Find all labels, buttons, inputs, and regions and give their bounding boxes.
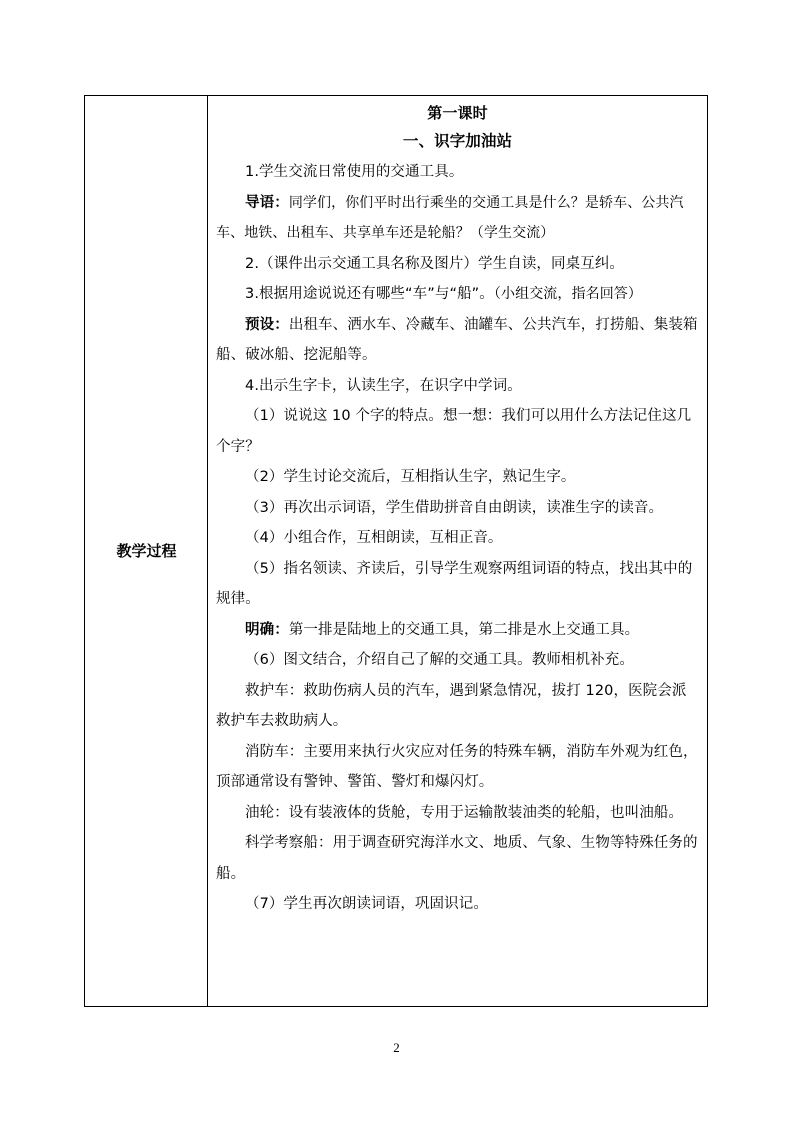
lesson-title: 第一课时 <box>427 104 488 122</box>
ambulance-paragraph: 救护车：救助伤病人员的汽车，遇到紧急情况，拔打 120，医院会派救护车去救助病人。 <box>216 682 687 729</box>
page-number: 2 <box>393 1040 400 1055</box>
intro-paragraph <box>216 188 699 249</box>
intro-label: 导语： <box>245 194 289 211</box>
clarify-label: 明确： <box>245 621 289 638</box>
firetruck-paragraph: 消防车：主要用来执行火灾应对任务的特殊车辆，消防车外观为红色，顶部通常设有警钟、警笛、警灯和爆闪灯。 <box>216 743 698 790</box>
section-heading: 一、识字加油站 <box>402 132 513 150</box>
sub-item-6: （6）图文结合，介绍自己了解的交通工具。教师相机补充。 <box>245 652 634 668</box>
content-cell <box>208 96 707 920</box>
sub-item-3: （3）再次出示词语，学生借助拼音自由朗读，读准生字的读音。 <box>245 499 664 516</box>
preset-text: 出租车、洒水车、冷藏车、油罐车、公共汽车，打捞船、集装箱船、破冰船、挖泥船等。 <box>216 316 698 363</box>
sub-item-5: （5）指名领读、齐读后，引导学生观察两组词语的特点，找出其中的规律。 <box>216 560 693 607</box>
preset-paragraph <box>216 310 699 371</box>
sub-item-7: （7）学生再次朗读词语，巩固识记。 <box>245 896 488 912</box>
clarify-text: 第一排是陆地上的交通工具，第二排是水上交通工具。 <box>288 621 640 638</box>
left-column-cell <box>85 96 208 1006</box>
tanker-paragraph: 油轮：设有装液体的货舱，专用于运输散装油类的轮船，也叫油船。 <box>245 804 683 821</box>
item-3 <box>216 279 699 310</box>
item-3-note: （小组交流，指名回答） <box>493 286 642 302</box>
intro-text: 同学们，你们平时出行乘坐的交通工具是什么？是轿车、公共汽车、地铁、出租车、共享单车还是轮船？（学生交流） <box>216 194 684 241</box>
item-2: 2.（课件出示交通工具名称及图片）学生自读，同桌互纠。 <box>245 255 625 272</box>
item-4: 4.出示生字卡，认读生字，在识字中学词。 <box>245 377 522 394</box>
lesson-table <box>84 95 708 1007</box>
item-3-main: 3.根据用途说说还有哪些“车”与“船”。 <box>245 286 494 302</box>
sub-item-1: （1）说说这 10 个字的特点。想一想：我们可以用什么方法记住这几个字？ <box>216 408 692 455</box>
research-ship-paragraph: 科学考察船：用于调查研究海洋水文、地质、气象、生物等特殊任务的船。 <box>216 835 698 882</box>
clarify-paragraph <box>216 615 699 646</box>
preset-label: 预设： <box>245 316 289 333</box>
item-1: 1.学生交流日常使用的交通工具。 <box>245 164 464 180</box>
left-column-label: 教学过程 <box>116 542 177 560</box>
sub-item-4: （4）小组合作，互相朗读，互相正音。 <box>245 530 503 546</box>
sub-item-2: （2）学生讨论交流后，互相指认生字，熟记生字。 <box>245 469 576 485</box>
